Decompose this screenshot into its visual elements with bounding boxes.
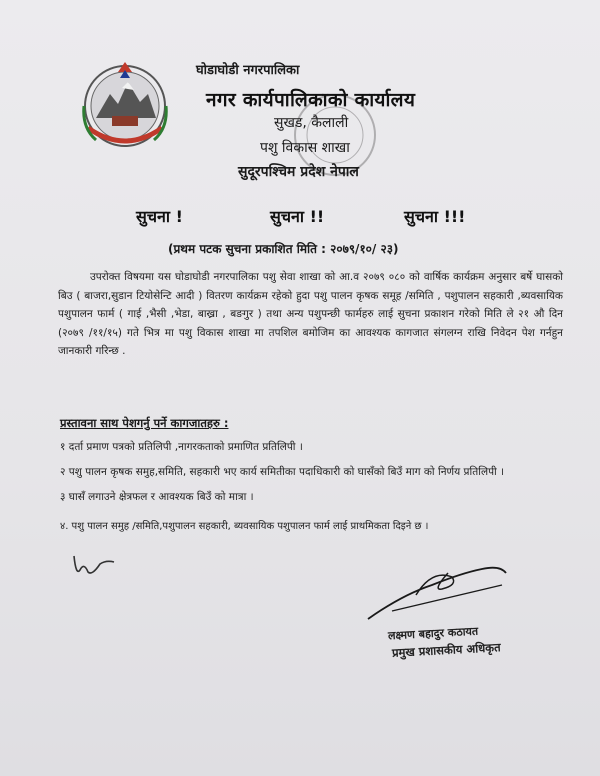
notice-heading-2: सुचना !! [270,207,325,226]
document-item-4: ४. पशु पालन समुह /समिति,पशुपालन सहकारी, ब्यवसायिक पशुपालन फार्म लाई प्राथमिकता दिइने छ । [60,521,429,532]
municipality-name: घोडाघोडी नगरपालिका [196,63,300,78]
documents-heading: प्रस्तावना साथ पेशगर्नु पर्ने कागजातहरु : [60,416,229,430]
notice-heading-3: सुचना !!! [404,207,466,226]
signer-title: प्रमुख प्रशासकीय अधिकृत [391,640,501,660]
document-item-3: ३ घासँ लगाउने क्षेत्रफल र आवश्यक बिउँ को मात्रा । [60,491,254,503]
signer-name: लक्ष्मण बहादुर कठायत [387,624,479,643]
branch-name: पशु विकास शाखा [260,140,350,156]
province-name: सुदूरपश्चिम प्रदेश नेपाल [238,164,359,180]
notice-heading-1: सुचना ! [136,207,183,226]
publication-date: (प्रथम पटक सुचना प्रकाशित मिति : २०७९/१०/ २३) [168,242,399,256]
signature-icon [362,555,512,627]
office-location: सुखड, कैलाली [274,115,349,131]
documents-list [60,438,560,543]
initial-mark-icon [70,550,120,580]
document-item-2: २ पशु पालन कृषक समुह,समिति, सहकारी भए कार्य समितीका पदाधिकारी को घासँको बिउँ माग को निर्णय प्रतिलिपी । [60,466,505,478]
notice-paragraph: उपरोक्त विषयमा यस घोडाघोडी नगरपालिका पशु सेवा शाखा को आ.व २०७९ ०८० को वार्षिक कार्यक्रम अनुसार बर्षे घासको बिउ ( बाजरा,सुडान टियोसेन्टि आदी ) वितरण कार्यक्रम रहेको हुदा पशु पालन कृषक समूह /समिति , पशुपालन सहकारी ,ब्यवसायिक पशुपालन फार्म ( गाई ,भैसी ,भेडा, बाख्रा , बङगुर ) तथा अन्य पशुपन्छी फार्महरु लाई सुचना प्रकाशन गरेको मिति ले २१ औ दिन (२०७९ /११/१५) गते भित्र मा पशु विकास शाखा मा तपशिल बमोजिम का आवश्यक कागजात संगलग्न राखि निवेदन पेश गर्नहुन जानकारी गरिन्छ . [58,271,563,357]
document-item-1: १ दर्ता प्रमाण पत्रको प्रतिलिपी ,नागरकताको प्रमाणित प्रतिलिपी । [60,441,303,453]
nepal-government-emblem-icon [78,58,172,154]
office-title: नगर कार्यपालिकाको कार्यालय [206,89,416,111]
notice-body [58,268,563,361]
